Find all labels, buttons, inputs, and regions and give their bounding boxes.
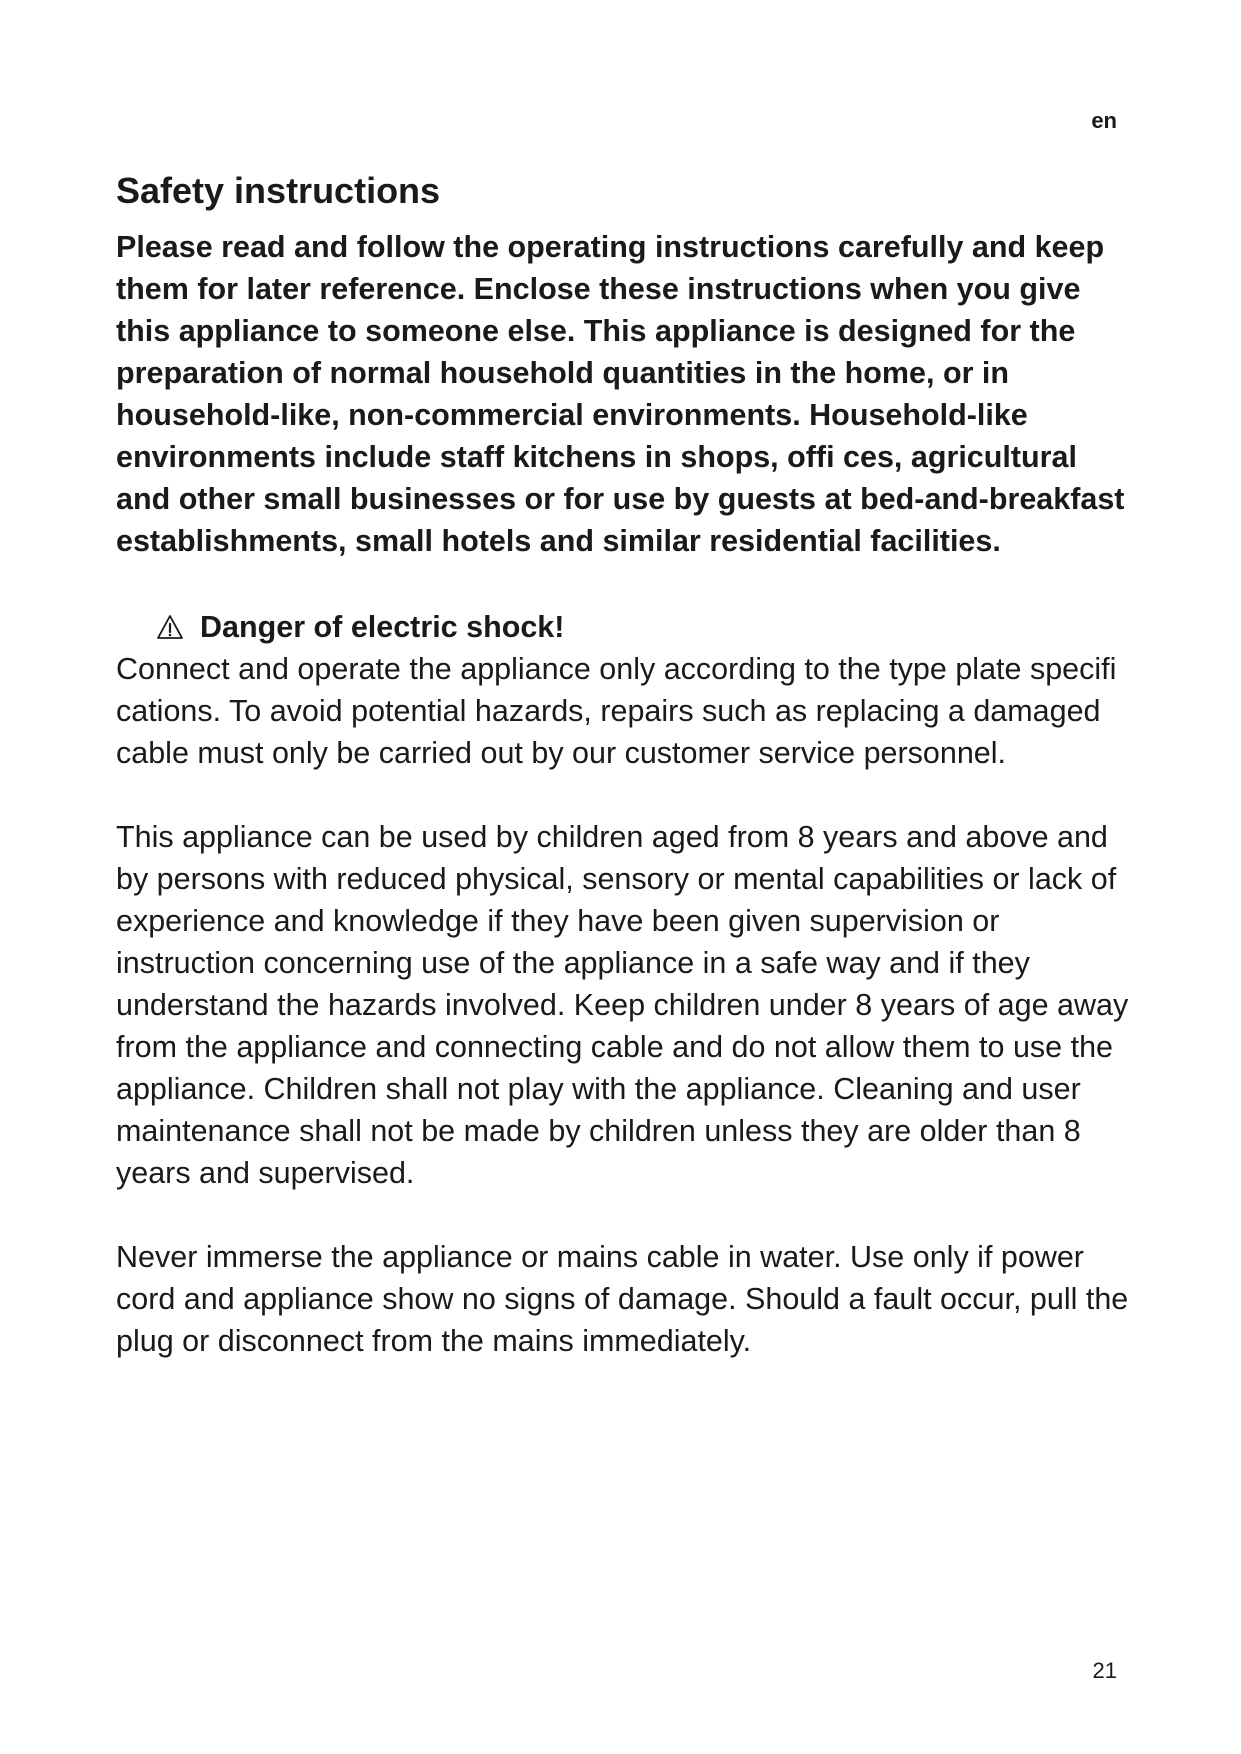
warning-heading-text: Danger of electric shock!: [200, 610, 565, 644]
language-code: en: [1091, 108, 1117, 133]
body-paragraph: Connect and operate the appliance only according to the type plate specifi cations. To avoid potential hazards, repairs such as replacing a damaged cable must only be carried out by our customer service personnel.: [116, 652, 1117, 770]
page-content: [116, 170, 1136, 1362]
page-title: Safety instructions: [116, 170, 441, 211]
warning-triangle-icon: [156, 613, 184, 641]
intro-paragraph: Please read and follow the operating instructions carefully and keep them for later reference. Enclose these instructions when you give this appliance to someone else. This appliance is designed for the preparation of normal household quantities in the home, or in household-like, non-commercial environments. Household-like environments include staff kitchens in shops, offi ces, agricultural and other small businesses or for use by guests at bed-and-breakfast establishments, small hotels and similar residential facilities.: [116, 230, 1125, 558]
body-paragraph: This appliance can be used by children aged from 8 years and above and by persons with reduced physical, sensory or mental capabilities or lack of experience and knowledge if they have been given supervision or instruction concerning use of the appliance in a safe way and if they understand the hazards involved. Keep children under 8 years of age away from the appliance and connecting cable and do not allow them to use the appliance. Children shall not play with the appliance. Cleaning and user maintenance shall not be made by children unless they are older than 8 years and supervised.: [116, 820, 1129, 1190]
body-paragraph: Never immerse the appliance or mains cable in water. Use only if power cord and appliance show no signs of damage. Should a fault occur, pull the plug or disconnect from the mains immediately.: [116, 1240, 1129, 1358]
page-number: 21: [1092, 1658, 1117, 1683]
warning-heading: [156, 606, 1136, 648]
